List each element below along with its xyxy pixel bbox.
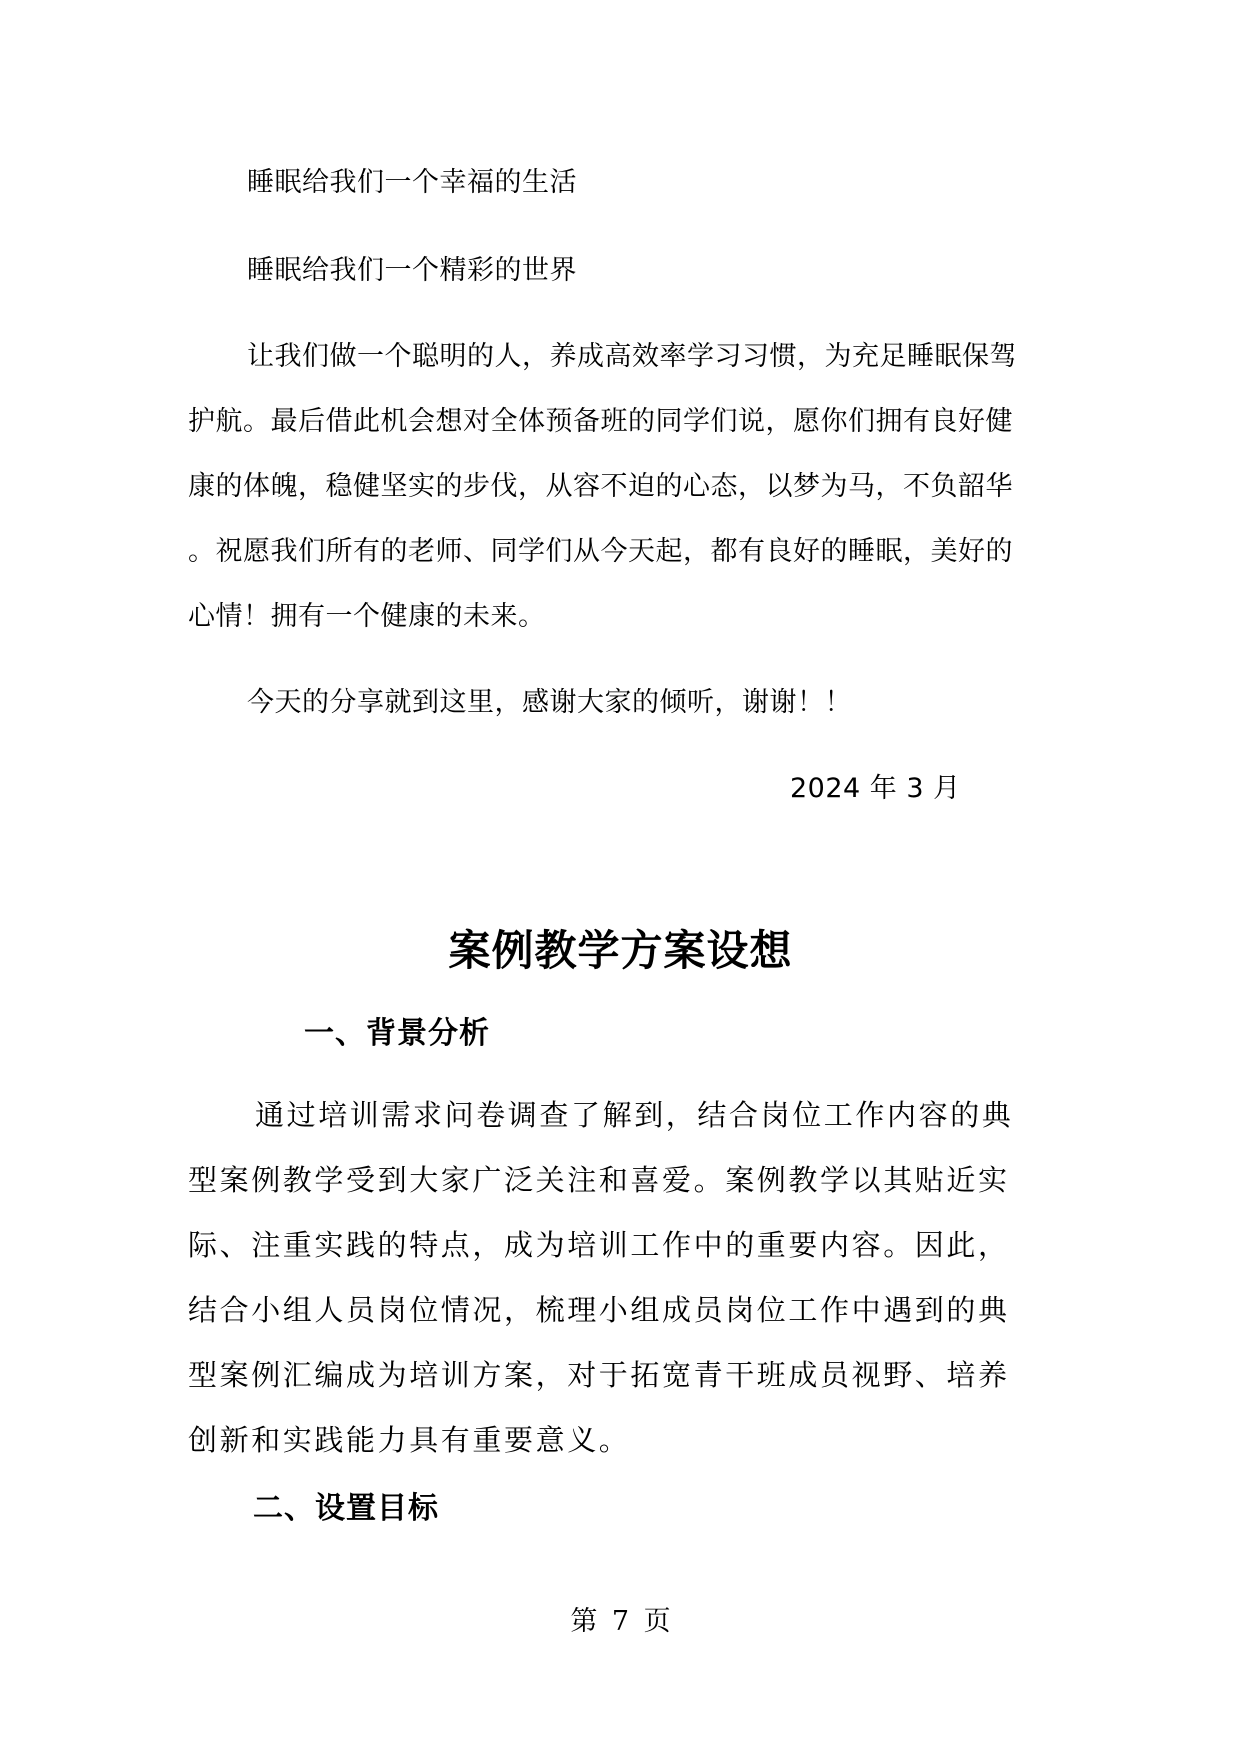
text-line: 让我们做一个聪明的人，养成高效率学习习惯，为充足睡眠保驾 [247,341,1017,372]
page-number: 第 7 页 [570,1606,671,1637]
paragraph-line: 际、注重实践的特点，成为培训工作中的重要内容。因此， [188,1228,1010,1262]
paragraph-line: 创新和实践能力具有重要意义。 [188,1423,631,1457]
paragraph-line: 型案例教学受到大家广泛关注和喜爱。案例教学以其贴近实 [188,1163,1010,1197]
text-line: 。祝愿我们所有的老师、同学们从今天起，都有良好的睡眠，美好的 [188,536,1013,567]
document-title: 案例教学方案设想 [448,926,793,975]
paragraph-line: 结合小组人员岗位情况，梳理小组成员岗位工作中遇到的典 [188,1293,1010,1327]
text-line: 心情！拥有一个健康的未来。 [188,601,546,632]
paragraph-line: 通过培训需求问卷调查了解到，结合岗位工作内容的典 [255,1098,1014,1132]
date-line: 2024 年 3 月 [790,773,961,804]
paragraph-line: 型案例汇编成为培训方案，对于拓宽青干班成员视野、培养 [188,1358,1010,1392]
text-line: 护航。最后借此机会想对全体预备班的同学们说，愿你们拥有良好健 [188,406,1013,437]
text-line: 睡眠给我们一个精彩的世界 [247,255,577,286]
text-line: 康的体魄，稳健坚实的步伐，从容不迫的心态，以梦为马，不负韶华 [188,471,1013,502]
text-line: 今天的分享就到这里，感谢大家的倾听，谢谢！！ [247,687,852,718]
section-heading: 一、背景分析 [304,1016,490,1051]
text-line: 睡眠给我们一个幸福的生活 [247,167,577,198]
section-heading: 二、设置目标 [253,1491,439,1526]
